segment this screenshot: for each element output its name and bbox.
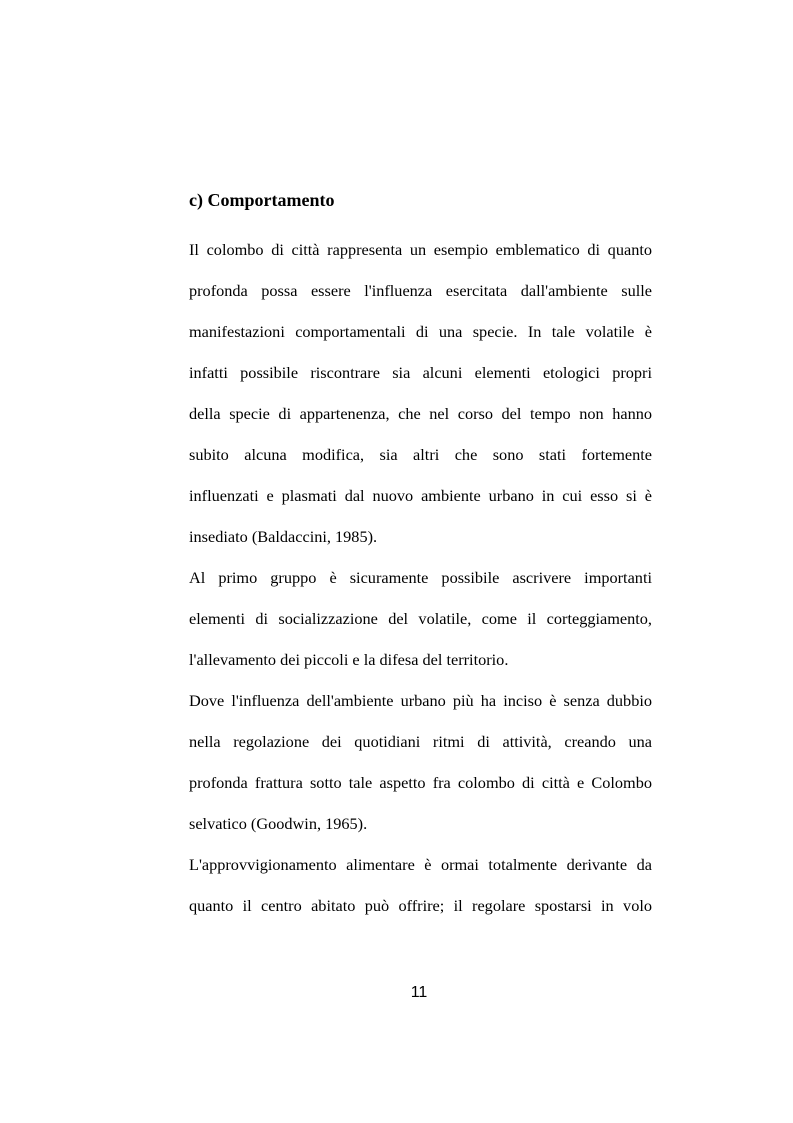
text-line: L'approvvigionamento alimentare è ormai totalmente derivante da xyxy=(189,855,652,874)
text-line: quanto il centro abitato può offrire; il regolare spostarsi in volo xyxy=(189,896,652,915)
paragraph-1 xyxy=(189,229,652,557)
text-line: subito alcuna modifica, sia altri che sono stati fortemente xyxy=(189,445,652,464)
text-line: l'allevamento dei piccoli e la difesa del territorio. xyxy=(189,650,509,669)
page-number: 11 xyxy=(410,984,428,1001)
text-line: profonda frattura sotto tale aspetto fra colombo di città e Colombo xyxy=(189,773,652,792)
text-line: della specie di appartenenza, che nel corso del tempo non hanno xyxy=(189,404,652,423)
text-line: selvatico (Goodwin, 1965). xyxy=(189,814,368,833)
section-heading: c) Comportamento xyxy=(189,190,335,210)
paragraph-3 xyxy=(189,680,652,844)
text-line: Al primo gruppo è sicuramente possibile ascrivere importanti xyxy=(189,568,652,587)
text-line: nella regolazione dei quotidiani ritmi di attività, creando una xyxy=(189,732,652,751)
text-line: influenzati e plasmati dal nuovo ambiente urbano in cui esso si è xyxy=(189,486,652,505)
body-text xyxy=(189,229,652,926)
text-line: Il colombo di città rappresenta un esempio emblematico di quanto xyxy=(189,240,652,259)
text-line: Dove l'influenza dell'ambiente urbano più ha inciso è senza dubbio xyxy=(189,691,652,710)
paragraph-2 xyxy=(189,557,652,680)
text-line: profonda possa essere l'influenza esercitata dall'ambiente sulle xyxy=(189,281,652,300)
text-line: infatti possibile riscontrare sia alcuni elementi etologici propri xyxy=(189,363,652,382)
text-line: elementi di socializzazione del volatile, come il corteggiamento, xyxy=(189,609,652,628)
text-line: insediato (Baldaccini, 1985). xyxy=(189,527,378,546)
paragraph-4 xyxy=(189,844,652,926)
text-line: manifestazioni comportamentali di una specie. In tale volatile è xyxy=(189,322,652,341)
